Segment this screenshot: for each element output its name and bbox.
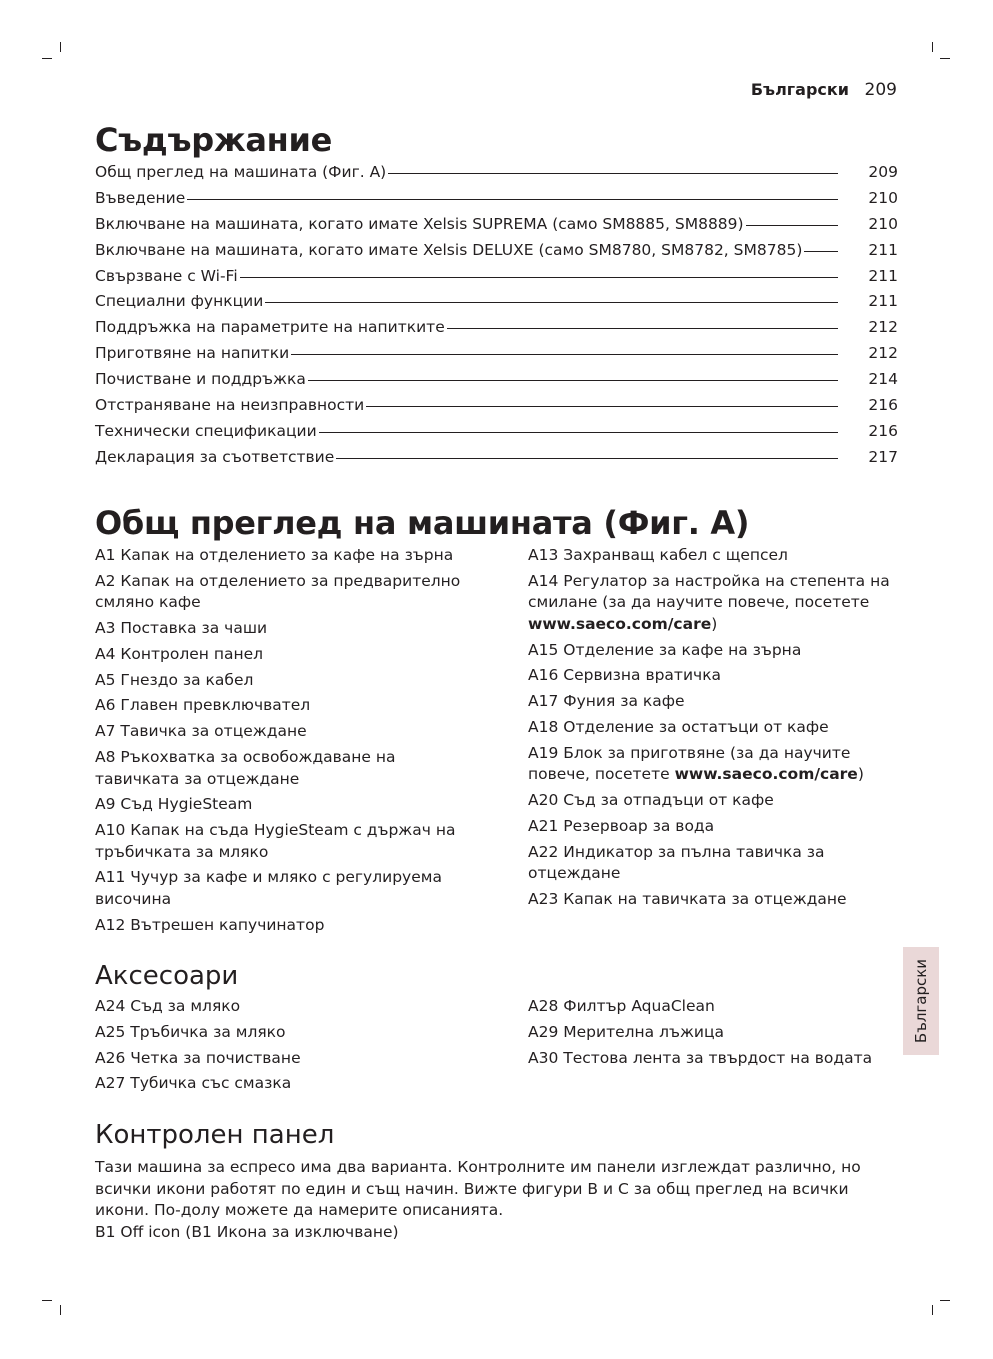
toc-entry-title: Включване на машината, когато имате Xelsis DELUXE (само SM8780, SM8782, SM8785): [95, 240, 803, 259]
list-item: [528, 816, 898, 838]
crop-mark: [940, 58, 950, 59]
list-item: A24 Съд за мляко: [95, 997, 241, 1015]
toc-entry-title: Специални функции: [95, 292, 264, 311]
toc-entry-page: 211: [868, 266, 898, 285]
list-item: A26 Четка за почистване: [95, 1048, 301, 1067]
toc-entry[interactable]: [95, 241, 898, 267]
toc-entry-page: 216: [868, 421, 898, 440]
list-item-text: A14 Регулатор за настройка на степента на смилане (за да научите повече, посетете: [528, 571, 890, 612]
accessories-list-right: [528, 996, 898, 1073]
toc-entry-title: Декларация за съответствие: [95, 447, 335, 466]
list-item: A10 Капак на съда HygieSteam с държач на тръбичката за мляко: [95, 821, 456, 861]
accessories-list-left: [95, 996, 475, 1099]
list-item-suffix: ): [857, 765, 864, 784]
list-item-text: A13 Захранващ кабел с щепсел: [528, 546, 788, 564]
toc-leader: [319, 432, 838, 433]
table-of-contents: [95, 163, 898, 474]
language-side-tab: [903, 947, 939, 1055]
list-item: [528, 640, 898, 662]
toc-leader: [265, 302, 838, 303]
list-item: A29 Мерителна лъжица: [528, 1022, 725, 1041]
toc-entry-title: Почистване и поддръжка: [95, 370, 306, 389]
header-language: Български: [750, 80, 849, 99]
toc-entry-page: 210: [868, 214, 898, 233]
list-item-text: A20 Съд за отпадъци от кафе: [528, 791, 774, 810]
toc-entry[interactable]: [95, 422, 898, 448]
toc-entry[interactable]: [95, 267, 898, 293]
list-item: A4 Контролен панел: [95, 644, 264, 663]
toc-entry-page: 211: [868, 240, 898, 259]
list-item-text: A19 Блок за приготвяне (за да научите повече, посетете: [528, 743, 851, 784]
toc-entry[interactable]: [95, 163, 898, 189]
toc-entry-title: Свързване с Wi-Fi: [95, 266, 238, 285]
toc-entry-page: 211: [868, 292, 898, 311]
list-item-text: A21 Резервоар за вода: [528, 816, 715, 835]
list-item: [528, 743, 898, 786]
toc-leader: [240, 277, 838, 278]
toc-entry[interactable]: [95, 396, 898, 422]
toc-entry[interactable]: [95, 189, 898, 215]
toc-entry-title: Общ преглед на машината (Фиг. A): [95, 163, 387, 181]
list-item: A11 Чучур за кафе и мляко с регулируема височина: [95, 868, 442, 908]
list-item-suffix: ): [711, 614, 718, 633]
toc-entry[interactable]: [95, 448, 898, 474]
control-panel-b1: B1 Off icon (B1 Икона за изключване): [95, 1222, 399, 1241]
toc-entry-page: 209: [868, 163, 898, 181]
crop-mark: [940, 1300, 950, 1301]
list-item: [528, 691, 898, 713]
list-item: A27 Тубичка със смазка: [95, 1074, 292, 1093]
list-item: [528, 842, 898, 885]
toc-entry-title: Технически спецификации: [95, 421, 317, 440]
overview-title: Общ преглед на машината (Фиг. A): [95, 504, 750, 542]
list-item: A28 Филтър AquaClean: [528, 997, 715, 1015]
toc-entry[interactable]: [95, 215, 898, 241]
list-item: A3 Поставка за чаши: [95, 619, 268, 638]
toc-entry-page: 212: [868, 318, 898, 337]
care-link[interactable]: www.saeco.com/care: [528, 614, 712, 633]
accessories-title: Аксесоари: [95, 961, 239, 991]
toc-leader: [187, 199, 838, 200]
toc-leader: [804, 251, 838, 252]
list-item: [528, 545, 898, 567]
toc-leader: [291, 354, 838, 355]
toc-leader: [308, 380, 838, 381]
overview-list-left: [95, 545, 475, 941]
list-item: A2 Капак на отделението за предварително смляно кафе: [95, 571, 461, 612]
list-item: [528, 889, 898, 911]
list-item: A12 Вътрешен капучинатор: [95, 915, 325, 934]
toc-entry[interactable]: [95, 370, 898, 396]
toc-leader: [388, 173, 838, 174]
list-item-text: A23 Капак на тавичката за отцеждане: [528, 889, 847, 908]
toc-title: Съдържание: [95, 121, 333, 159]
toc-entry-title: Включване на машината, когато имате Xelsis SUPREMA (само SM8885, SM8889): [95, 214, 744, 233]
toc-leader: [366, 406, 838, 407]
toc-entry-page: 216: [868, 396, 898, 415]
crop-mark: [932, 42, 933, 52]
crop-mark: [42, 1300, 52, 1301]
page-number: 209: [864, 80, 897, 100]
toc-entry-page: 210: [868, 188, 898, 207]
list-item: A25 Тръбичка за мляко: [95, 1022, 286, 1041]
list-item: [528, 790, 898, 812]
toc-entry-page: 214: [868, 370, 898, 389]
crop-mark: [60, 42, 61, 52]
toc-entry[interactable]: [95, 318, 898, 344]
toc-entry-page: 212: [868, 344, 898, 363]
list-item: A30 Тестова лента за твърдост на водата: [528, 1048, 873, 1067]
side-tab-label: Български: [912, 958, 931, 1044]
crop-mark: [60, 1305, 61, 1315]
list-item-text: A22 Индикатор за пълна тавичка за отцеждане: [528, 842, 825, 883]
control-panel-title: Контролен панел: [95, 1120, 335, 1150]
list-item: [528, 665, 898, 687]
care-link[interactable]: www.saeco.com/care: [674, 765, 858, 784]
toc-entry-title: Приготвяне на напитки: [95, 344, 290, 363]
toc-entry[interactable]: [95, 292, 898, 318]
list-item-text: A16 Сервизна вратичка: [528, 666, 722, 685]
toc-entry[interactable]: [95, 344, 898, 370]
list-item: A6 Главен превключвател: [95, 696, 311, 715]
control-panel-paragraph: Тази машина за еспресо има два варианта. Контролните им панели изглеждат различно, но всички икони работят по един и същ начин. Вижте фигури B и C за общ преглед на всички икони. По-долу можете да намерите описанията.: [95, 1158, 861, 1219]
list-item-text: A17 Фуния за кафе: [528, 692, 685, 711]
control-panel-text: [95, 1157, 875, 1243]
list-item: [528, 571, 898, 636]
list-item: A1 Капак на отделението за кафе на зърна: [95, 546, 454, 564]
list-item: A9 Съд HygieSteam: [95, 795, 253, 814]
list-item: A8 Ръкохватка за освобождаване на тавичката за отцеждане: [95, 748, 396, 788]
crop-mark: [932, 1305, 933, 1315]
page-header: [751, 80, 897, 100]
toc-leader: [336, 458, 838, 459]
toc-entry-title: Въведение: [95, 188, 186, 207]
list-item: [528, 717, 898, 739]
overview-list-right: [528, 545, 898, 915]
toc-entry-title: Отстраняване на неизправности: [95, 396, 365, 415]
toc-leader: [746, 225, 838, 226]
list-item: A7 Тавичка за отцеждане: [95, 722, 307, 741]
list-item: A5 Гнездо за кабел: [95, 670, 254, 689]
toc-entry-title: Поддръжка на параметрите на напитките: [95, 318, 445, 337]
list-item-text: A15 Отделение за кафе на зърна: [528, 640, 802, 659]
toc-leader: [447, 328, 838, 329]
crop-mark: [42, 58, 52, 59]
list-item-text: A18 Отделение за остатъци от кафе: [528, 717, 829, 736]
toc-entry-page: 217: [868, 447, 898, 466]
